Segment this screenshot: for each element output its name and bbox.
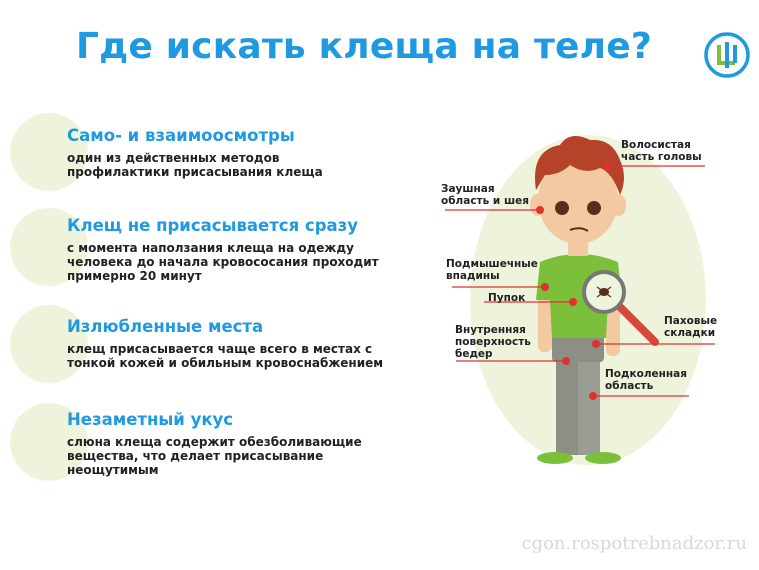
info-text: один из действенных методов профилактики присасывания клеща bbox=[67, 151, 323, 179]
page-title: Где искать клеща на теле? bbox=[76, 26, 652, 67]
marker-ear-neck bbox=[536, 206, 544, 214]
info-heading: Излюбленные места bbox=[67, 317, 264, 336]
marker-inner-thigh bbox=[562, 357, 570, 365]
label-navel: Пупок bbox=[488, 292, 526, 304]
marker-groin bbox=[592, 340, 600, 348]
info-text: слюна клеща содержит обезболивающие вещества, что делает присасывание неощутимым bbox=[67, 435, 362, 477]
info-text: клещ присасывается чаще всего в местах с тонкой кожей и обильным кровоснабжением bbox=[67, 342, 384, 370]
right-eye bbox=[587, 201, 601, 215]
left-eye bbox=[555, 201, 569, 215]
info-text: с момента наползания клеща на одежду человека до начала кровососания проходит примерно 20 минут bbox=[67, 241, 379, 283]
left-shoe bbox=[537, 452, 573, 464]
label-inner-thigh: Внутренняя поверхность бедер bbox=[455, 324, 531, 360]
right-shoe bbox=[585, 452, 621, 464]
marker-armpits bbox=[541, 283, 549, 291]
marker-navel bbox=[569, 298, 577, 306]
label-popliteal: Подколенная область bbox=[605, 368, 687, 392]
info-heading: Само- и взаимоосмотры bbox=[67, 126, 295, 145]
tick-icon bbox=[597, 287, 611, 297]
marker-popliteal bbox=[589, 392, 597, 400]
watermark: cgon.rospotrebnadzor.ru bbox=[521, 533, 747, 554]
info-heading: Незаметный укус bbox=[67, 410, 234, 429]
marker-scalp bbox=[603, 162, 611, 170]
right-ear bbox=[612, 194, 626, 216]
info-heading: Клещ не присасывается сразу bbox=[67, 216, 358, 235]
label-scalp: Волосистая часть головы bbox=[621, 139, 702, 163]
label-groin: Паховые складки bbox=[664, 315, 718, 339]
label-ear-neck: Заушная область и шея bbox=[441, 183, 529, 207]
label-armpits: Подмышечные впадины bbox=[446, 258, 538, 282]
